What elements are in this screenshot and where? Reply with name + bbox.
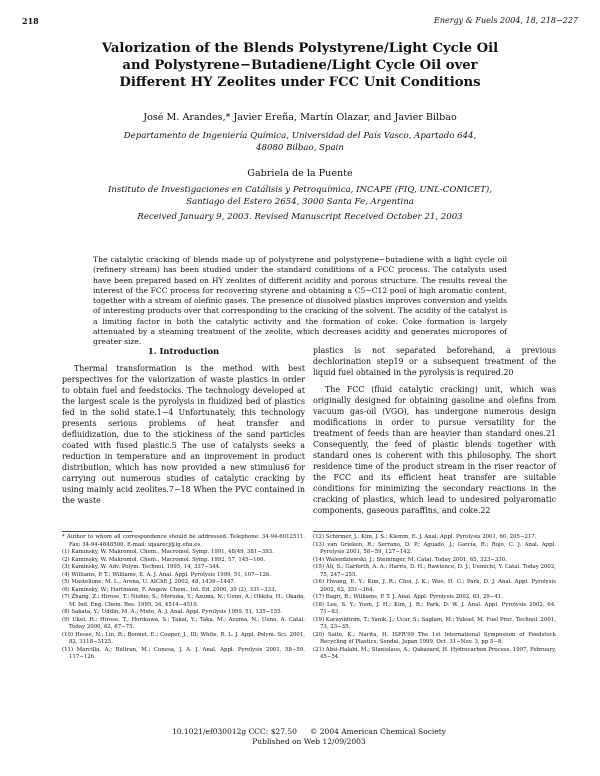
reference: (7) Zhang, Z.; Hirose, T.; Nishio, S.; Morioka, Y.; Azuma, N.; Ueno, A.; Ohkita, H.; Okada, M. Ind. Eng. Chem. Res. 1995, 34, 4514−4519. <box>62 594 305 608</box>
reference: (16) Hwang, E. Y.; Kim, J. R.; Choi, J. K.; Woo, H. C.; Park, D. J. Anal. Appl. Pyrolysis 2002, 62, 351−364. <box>313 579 556 593</box>
reference: (21) Absi-Halabi, M.; Stanislaus, A.; Qabazard, H. Hydrocarbon Process. 1997, February, 45−54. <box>313 646 556 660</box>
footnote-divider <box>313 531 383 532</box>
reference: (10) Hesse, N.; Lin, R.; Bonnet, E.; Cooper, J., III; White, R. L. J. Appl. Polym. Sci. 2001, 82, 3118−3125. <box>62 631 305 645</box>
intro-paragraph: plastics is not separated beforehand, a previous dechlorination step19 or a subsequent treatment of the liquid fuel obtained in the pyrolysis is required.20 <box>313 346 556 377</box>
intro-paragraph: The FCC (fluid catalytic cracking) unit, which was originally designed for obtaining gasoline and olefins from vacuum gas-oil (VGO), has undergone numerous design modifications in order to pursue versatility for the treatment of feeds than are heavier than standard ones.21 Consequently, the feed of plastic blends together with standard ones is coherent with this philosophy. The short residence time of the product stream in the riser reactor of the FCC and its efficient heat transfer are suitable conditions for minimizing the secondary reactions in the cracking of plastics, which lead to undesired polyaromatic components, gaseous paraffins, and coke.22 <box>313 385 556 515</box>
reference: (3) Kaminsky, W. Adv. Polym. Technol. 1995, 14, 337−344. <box>62 564 221 570</box>
article-title <box>60 40 540 91</box>
title-line: Different HY Zeolites under FCC Unit Conditions <box>119 75 481 90</box>
author-list-2: Gabriela de la Puente <box>247 168 353 179</box>
reference: (17) Bagri, R.; Williams, P. T. J. Anal. Appl. Pyrolysis 2002, 63, 29−41. <box>313 594 503 600</box>
right-column <box>313 345 556 516</box>
reference: (15) Ali, S.; Garforth, A. A.; Harris, D. H.; Rawlence, D. J.; Uemichi, Y. Catal. Today 2002, 75, 247−255. <box>313 564 556 578</box>
reference: (14) Walendziewski, J.; Steininger, M. Catal. Today 2001, 65, 323−330. <box>313 556 507 563</box>
reference: (13) van Grieken, R.; Serrano, D. P.; Aguado, J.; García, R.; Rojo, C. J. Anal. Appl. Pyrolysis 2001, 58−59, 127−142. <box>313 541 556 555</box>
affiliation-2 <box>40 184 560 208</box>
reference: (20) Saito, K.; Narita, H. ISFR'99 The 1st International Symposium of Feedstock Recycling of Plastics, Sendai, Japan 1999, Oct. 31−Nov. 3, pp 5−8. <box>313 631 556 645</box>
doi: 10.1021/ef030012g CCC: $27.50 <box>172 727 297 736</box>
affiliation-line: Departamento de Ingeniería Química, Universidad del País Vasco, Apartado 644, <box>123 131 477 141</box>
intro-paragraph: Thermal transformation is the method with best perspectives for the valorization of waste plastics in order to obtain fuel and feedstocks. The technology developed at the largest scale is the pyrolysis in fluidized bed of plastics fed in the solid state.1−4 Unfortunately, this technology presents serious problems of heat transfer and defluidization, due to the stickiness of the sand particles coated with fused plastic.5 The use of catalysts seeks a reduction in temperature and an improvement in product distribution, which has now provided a new stimulus6 for carrying out numerous studies of catalytic cracking by using mainly acid zeolites.7−18 When the PVC contained in the waste <box>62 364 305 505</box>
reference: (1) Kaminsky, W. Makromol. Chem., Macromol. Symp. 1991, 48/49, 381−393. <box>62 549 274 555</box>
reference: (11) Marcilla, A.; Beltran, M.; Conesa, J. A. J. Anal. Appl. Pyrolysis 2001, 58−59, 117−126. <box>62 646 305 660</box>
title-line: Valorization of the Blends Polystyrene/Light Cycle Oil <box>101 41 499 56</box>
journal-citation: Energy & Fuels 2004, 18, 218−227 <box>434 16 578 25</box>
reference: (2) Kaminsky, W. Makromol. Chem., Macromol. Symp. 1992, 57, 145−160. <box>62 556 266 563</box>
reference: (5) Mastellone, M. L.; Arena, U. AIChE J. 2002, 48, 1439−1447. <box>62 579 236 585</box>
reference: (6) Kaminsky, W.; Hartmann, F. Angew. Chem., Int. Ed. 2000, 39 (2), 331−333. <box>62 586 277 593</box>
reference: (12) Schirmer, J.; Kim, J. S.; Klemm, E. J. Anal. Appl. Pyrolysis 2001, 60, 205−217. <box>313 534 537 540</box>
publication-date: Published on Web 12/09/2003 <box>252 737 366 746</box>
running-header <box>22 16 578 28</box>
page-number: 218 <box>22 16 39 26</box>
section-heading: 1. Introduction <box>147 346 220 356</box>
footnotes-right <box>313 534 556 662</box>
footnotes-left <box>62 534 305 662</box>
footnote-divider <box>62 531 132 532</box>
author-list: José M. Arandes,* Javier Ereña, Martín Olazar, and Javier Bilbao <box>143 112 457 123</box>
reference: (18) Lee, S. Y.; Yoon, J. H.; Kim, J. R.; Park, D. W. J. Anal. Appl. Pyrolysis 2002, 64, 71−83. <box>313 601 556 615</box>
reference: (4) Williams, P. T.; Williams, E. A. J. Anal. Appl. Pyrolysis 1999, 51, 107−126. <box>62 571 272 578</box>
affiliation-line: Santiago del Estero 2654, 3000 Santa Fe, Argentina <box>186 197 414 207</box>
affiliation-line: 48080 Bilbao, Spain <box>256 143 344 153</box>
affiliation-1 <box>40 130 560 154</box>
copyright: © 2004 American Chemical Society <box>309 727 446 736</box>
left-column <box>62 345 305 506</box>
received-dates: Received January 9, 2003. Revised Manuscript Received October 21, 2003 <box>137 212 463 222</box>
footnote: * Author to whom all correspondence should be addressed. Telephone: 34-94-6012511. Fax: 34-94-4648500. E-mail: iqaarecj@lg.ehu.es. <box>62 534 305 548</box>
reference: (8) Sakata, Y.; Uddin, M. A.; Muto, A. J. Anal. Appl. Pyrolysis 1999, 51, 135−155. <box>62 609 283 615</box>
title-line: and Polystyrene−Butadiene/Light Cycle Oil over <box>122 58 478 73</box>
abstract: The catalytic cracking of blends made up of polystyrene and polystyrene−butadiene with a light cycle oil (refinery stream) has been studied under the standard conditions of a FCC process. The catalysts used have been prepared based on HY zeolites of different acidity and porous structure. The results reveal the interest of the FCC process for recovering styrene and obtaining a C5−C12 pool of high aromatic content, together with a stream of olefinic gases. The presence of dissolved plastics improves conversion and yields of interesting products over that corresponding to the cracking of the solvent. The acidity of the catalyst is a limiting factor in both the catalytic activity and the formation of coke. Coke formation is largely attenuated by a steaming treatment of the zeolite, which decreases acidity and generates micropores of greater size. <box>93 255 507 347</box>
page-footer <box>62 727 556 747</box>
affiliation-line: Instituto de Investigaciones en Catálisis y Petroquímica, INCAPE (FIQ, UNL-CONICET), <box>108 185 492 195</box>
reference: (9) Ukei, H.; Hirose, T.; Horikawa, S.; Takai, Y.; Taka, M.; Azuma, N.; Ueno, A. Catal. Today 2000, 62, 67−75. <box>62 616 305 630</box>
reference: (19) Karayildirim, T.; Yanik, J.; Ucar, S.; Saglam, M.; Yuksel, M. Fuel Proc. Technol. 2001, 73, 23−35. <box>313 616 556 630</box>
